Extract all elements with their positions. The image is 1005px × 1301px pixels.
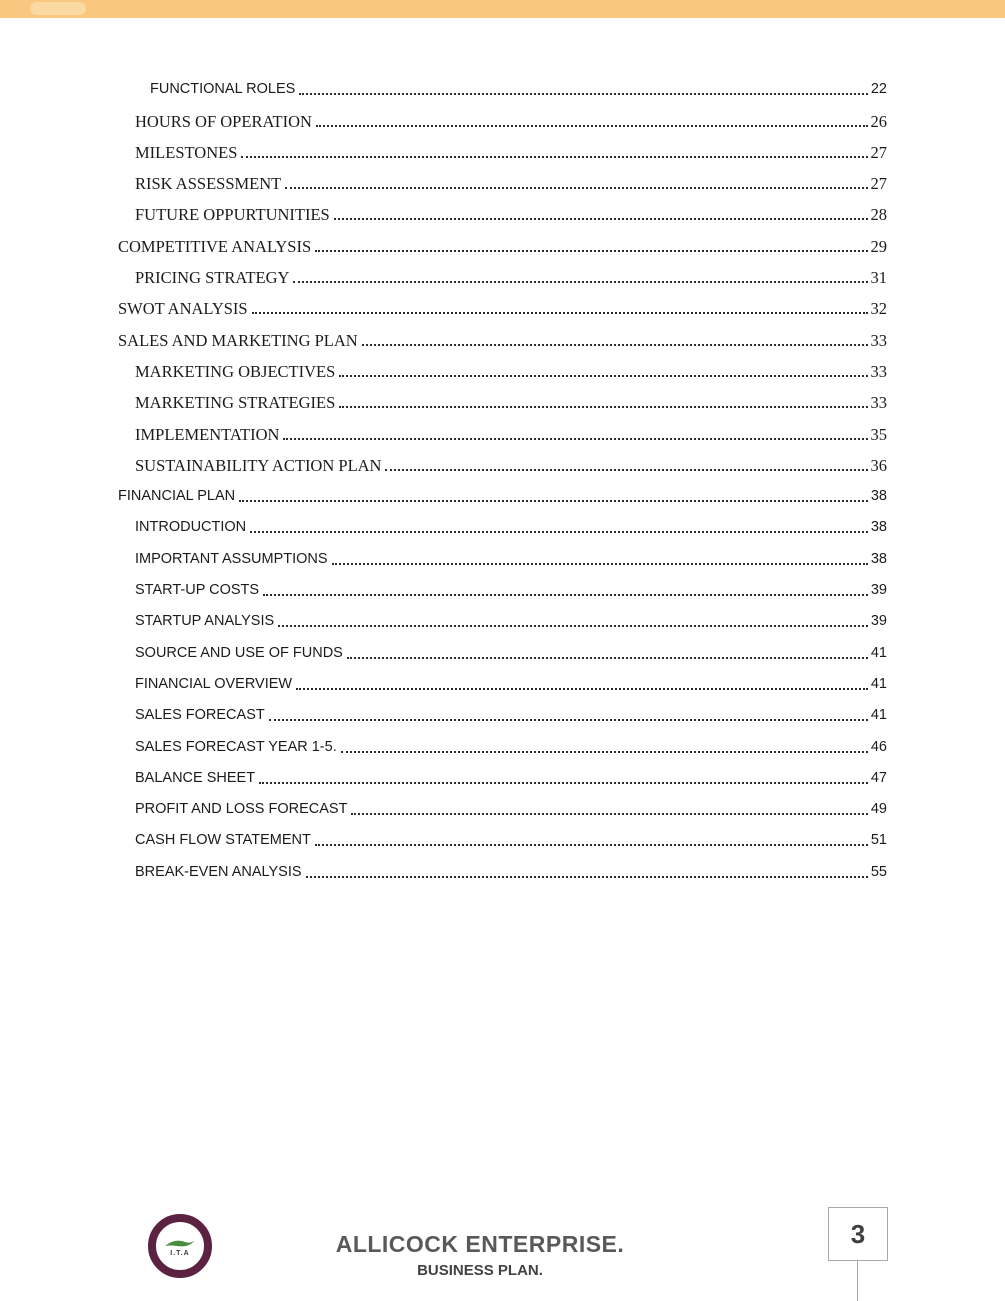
- toc-entry-label: START-UP COSTS: [135, 582, 260, 599]
- toc-dot-leader: [278, 625, 868, 627]
- toc-dot-leader: [315, 250, 867, 252]
- toc-entry-label: INTRODUCTION: [135, 519, 247, 536]
- toc-entry-label: SUSTAINABILITY ACTION PLAN: [135, 455, 382, 475]
- toc-dot-leader: [285, 187, 867, 189]
- toc-dot-leader: [351, 813, 867, 815]
- toc-entry-page: 33: [870, 330, 887, 350]
- toc-entry[interactable]: [118, 794, 887, 825]
- toc-entry-label: COMPETITIVE ANALYSIS: [118, 236, 312, 256]
- toc-entry[interactable]: [118, 575, 887, 606]
- toc-dot-leader: [293, 281, 867, 283]
- toc-dot-leader: [315, 844, 868, 846]
- toc-entry-page: 55: [870, 863, 887, 880]
- toc-dot-leader: [339, 375, 867, 377]
- toc-entry-page: 29: [870, 236, 887, 256]
- toc-entry-page: 46: [870, 738, 887, 755]
- toc-dot-leader: [341, 751, 868, 753]
- toc-entry-label: SOURCE AND USE OF FUNDS: [135, 644, 343, 661]
- toc-entry-page: 31: [870, 268, 887, 288]
- toc-entry-label: FUTURE OPPURTUNITIES: [135, 205, 330, 225]
- toc-entry-label: SWOT ANALYSIS: [118, 299, 248, 319]
- toc-dot-leader: [250, 531, 868, 533]
- toc-entry-page: 27: [870, 174, 887, 194]
- toc-dot-leader: [269, 719, 868, 721]
- toc-entry-label: SALES FORECAST: [135, 707, 265, 724]
- toc-dot-leader: [362, 344, 868, 346]
- toc-entry-page: 33: [870, 393, 887, 413]
- toc-entry[interactable]: [118, 856, 887, 887]
- toc-dot-leader: [385, 469, 867, 471]
- toc-entry-page: 51: [870, 832, 887, 849]
- top-decorative-bar: [0, 0, 1005, 18]
- document-subtitle: BUSINESS PLAN.: [417, 1262, 543, 1279]
- toc-entry-page: 28: [870, 205, 887, 225]
- toc-entry-page: 39: [870, 613, 887, 630]
- toc-dot-leader: [332, 563, 868, 565]
- toc-entry-label: STARTUP ANALYSIS: [135, 613, 275, 630]
- toc-entry-label: MARKETING OBJECTIVES: [135, 361, 336, 381]
- toc-dot-leader: [316, 125, 868, 127]
- toc-entry[interactable]: [118, 606, 887, 637]
- toc-entry[interactable]: [118, 262, 887, 293]
- toc-entry[interactable]: [118, 481, 887, 512]
- toc-entry-label: SALES AND MARKETING PLAN: [118, 330, 358, 350]
- toc-entry-label: IMPLEMENTATION: [135, 424, 280, 444]
- toc-entry[interactable]: [118, 700, 887, 731]
- toc-entry[interactable]: [118, 825, 887, 856]
- page-number-tail-line: [857, 1261, 858, 1301]
- toc-entry-page: 41: [870, 707, 887, 724]
- toc-entry-label: PROFIT AND LOSS FORECAST: [135, 801, 348, 818]
- toc-entry[interactable]: [118, 450, 887, 481]
- toc-entry-page: 47: [870, 769, 887, 786]
- toc-dot-leader: [306, 876, 868, 878]
- toc-entry-label: RISK ASSESSMENT: [135, 174, 282, 194]
- toc-entry-page: 38: [870, 519, 887, 536]
- toc-entry[interactable]: [118, 543, 887, 574]
- toc-entry[interactable]: [118, 324, 887, 355]
- toc-entry[interactable]: [118, 230, 887, 261]
- toc-dot-leader: [296, 688, 868, 690]
- toc-entry-label: BALANCE SHEET: [135, 769, 256, 786]
- toc-dot-leader: [283, 438, 867, 440]
- toc-entry-page: 39: [870, 582, 887, 599]
- toc-entry[interactable]: [118, 137, 887, 168]
- toc-entry[interactable]: [118, 74, 887, 105]
- toc-entry-label: FUNCTIONAL ROLES: [150, 81, 296, 98]
- toc-entry[interactable]: [118, 637, 887, 668]
- toc-entry-label: BREAK-EVEN ANALYSIS: [135, 863, 302, 880]
- toc-entry-page: 26: [870, 111, 887, 131]
- toc-entry-page: 49: [870, 801, 887, 818]
- toc-entry-page: 22: [870, 81, 887, 98]
- toc-entry-page: 33: [870, 361, 887, 381]
- toc-entry[interactable]: [118, 168, 887, 199]
- toc-entry-label: SALES FORECAST YEAR 1-5.: [135, 738, 337, 755]
- toc-entry[interactable]: [118, 418, 887, 449]
- toc-list: [118, 74, 887, 888]
- page-number: 3: [850, 1218, 866, 1249]
- toc-dot-leader: [347, 657, 868, 659]
- toc-entry-label: IMPORTANT ASSUMPTIONS: [135, 550, 328, 567]
- toc-entry-label: MILESTONES: [135, 142, 238, 162]
- toc-entry[interactable]: [118, 731, 887, 762]
- toc-entry-page: 41: [870, 675, 887, 692]
- toc-entry-page: 36: [870, 455, 887, 475]
- toc-entry[interactable]: [118, 356, 887, 387]
- toc-dot-leader: [259, 782, 868, 784]
- toc-entry[interactable]: [118, 763, 887, 794]
- toc-entry-page: 32: [870, 299, 887, 319]
- toc-dot-leader: [339, 406, 867, 408]
- toc-entry[interactable]: [118, 105, 887, 136]
- toc-dot-leader: [299, 93, 868, 95]
- toc-dot-leader: [334, 218, 868, 220]
- top-bar-highlight: [30, 2, 86, 15]
- toc-entry-label: CASH FLOW STATEMENT: [135, 832, 311, 849]
- toc-entry-label: MARKETING STRATEGIES: [135, 393, 336, 413]
- toc-entry-label: PRICING STRATEGY: [135, 268, 290, 288]
- toc-entry[interactable]: [118, 387, 887, 418]
- toc-entry-label: FINANCIAL OVERVIEW: [135, 675, 293, 692]
- toc-entry[interactable]: [118, 512, 887, 543]
- toc-dot-leader: [252, 312, 868, 314]
- toc-entry[interactable]: [118, 199, 887, 230]
- toc-entry[interactable]: [118, 293, 887, 324]
- footer: [0, 1231, 960, 1280]
- page-number-box: [828, 1207, 888, 1261]
- toc-dot-leader: [241, 156, 867, 158]
- toc-entry-label: FINANCIAL PLAN: [118, 488, 236, 505]
- toc-entry-page: 38: [870, 488, 887, 505]
- toc-dot-leader: [239, 500, 868, 502]
- logo-text: I.T.A: [170, 1249, 190, 1257]
- toc-entry-page: 41: [870, 644, 887, 661]
- toc-entry-label: HOURS OF OPERATION: [135, 111, 312, 131]
- toc-entry-page: 38: [870, 550, 887, 567]
- toc-entry[interactable]: [118, 669, 887, 700]
- toc-entry-page: 27: [870, 142, 887, 162]
- company-name: ALLICOCK ENTERPRISE.: [335, 1231, 625, 1257]
- toc-entry-page: 35: [870, 424, 887, 444]
- toc-dot-leader: [263, 594, 868, 596]
